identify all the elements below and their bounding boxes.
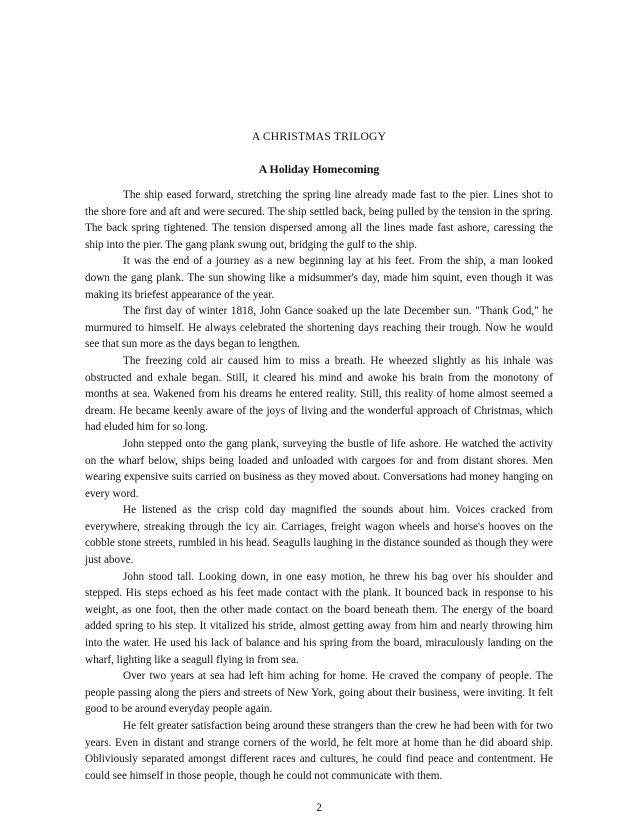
paragraph: The ship eased forward, stretching the spring line already made fast to the pier. Lines shot to the shore fore and aft and were secured. The ship settled back, being pulled by the tension in the spring. The back spring tightened. The tension dispersed among all the lines made fast ashore, caressing the ship into the pier. The gang plank swung out, bridging the gulf to the ship. xyxy=(85,189,553,251)
paragraph: John stood tall. Looking down, in one easy motion, he threw his bag over his shoulder and stepped. His steps echoed as his feet made contact with the plank. It bounced back in response to his weight, as one foot, then the other made contact on the board beneath them. The energy of the board added spring to his step. It vitalized his stride, almost getting away from him and nearly throwing him into the water. He used his lack of balance and his spring from the board, miraculously landing on the wharf, lighting like a seagull flying in from sea. xyxy=(85,570,553,666)
paragraph: The first day of winter 1818, John Gance soaked up the late December sun. "Thank God," he murmured to himself. He always celebrated the shortening days reaching their trough. Now he would see that sun more as the days began to lengthen. xyxy=(85,305,553,351)
paragraph: Over two years at sea had left him aching for home. He craved the company of people. The people passing along the piers and streets of New York, going about their business, were inviting. It felt good to be around everyday people again. xyxy=(85,670,553,716)
paragraph: It was the end of a journey as a new beginning lay at his feet. From the ship, a man looked down the gang plank. The sun showing like a midsummer's day, made him squint, even though it was making its briefest appearance of the year. xyxy=(85,255,553,301)
body-text xyxy=(85,187,553,784)
page-number: 2 xyxy=(316,802,322,814)
paragraph: He listened as the crisp cold day magnified the sounds about him. Voices cracked from everywhere, streaking through the icy air. Carriages, freight wagon wheels and horse's hooves on the cobble stone streets, rumbled in his head. Seagulls laughing in the distance sounded as though they were just above. xyxy=(85,504,553,567)
paragraph: He felt greater satisfaction being around these strangers than the crew he had been with for two years. Even in distant and strange corners of the world, he felt more at home than he did aboard ship. Obliviously separated amongst different races and cultures, he could find peace and contentment. He could see himself in those people, though he could not communicate with them. xyxy=(85,720,553,782)
chapter-title: A Holiday Homecoming xyxy=(258,162,380,176)
paragraph: John stepped onto the gang plank, surveying the bustle of life ashore. He watched the activity on the wharf below, ships being loaded and unloaded with cargoes for and from distant shores. Men wearing expensive suits carried on business as they moved about. Conversations had money hanging on every word. xyxy=(85,437,553,500)
paragraph: The freezing cold air caused him to miss a breath. He wheezed slightly as his inhale was obstructed and exhale began. Still, it cleared his mind and awoke his brain from the monotony of months at sea. Wakened from his dreams he entered reality. Still, this reality of home almost seemed a dream. He became keenly aware of the joys of living and the wonderful approach of Christmas, which had eluded him for so long. xyxy=(85,354,553,434)
book-title: A CHRISTMAS TRILOGY xyxy=(251,130,387,143)
